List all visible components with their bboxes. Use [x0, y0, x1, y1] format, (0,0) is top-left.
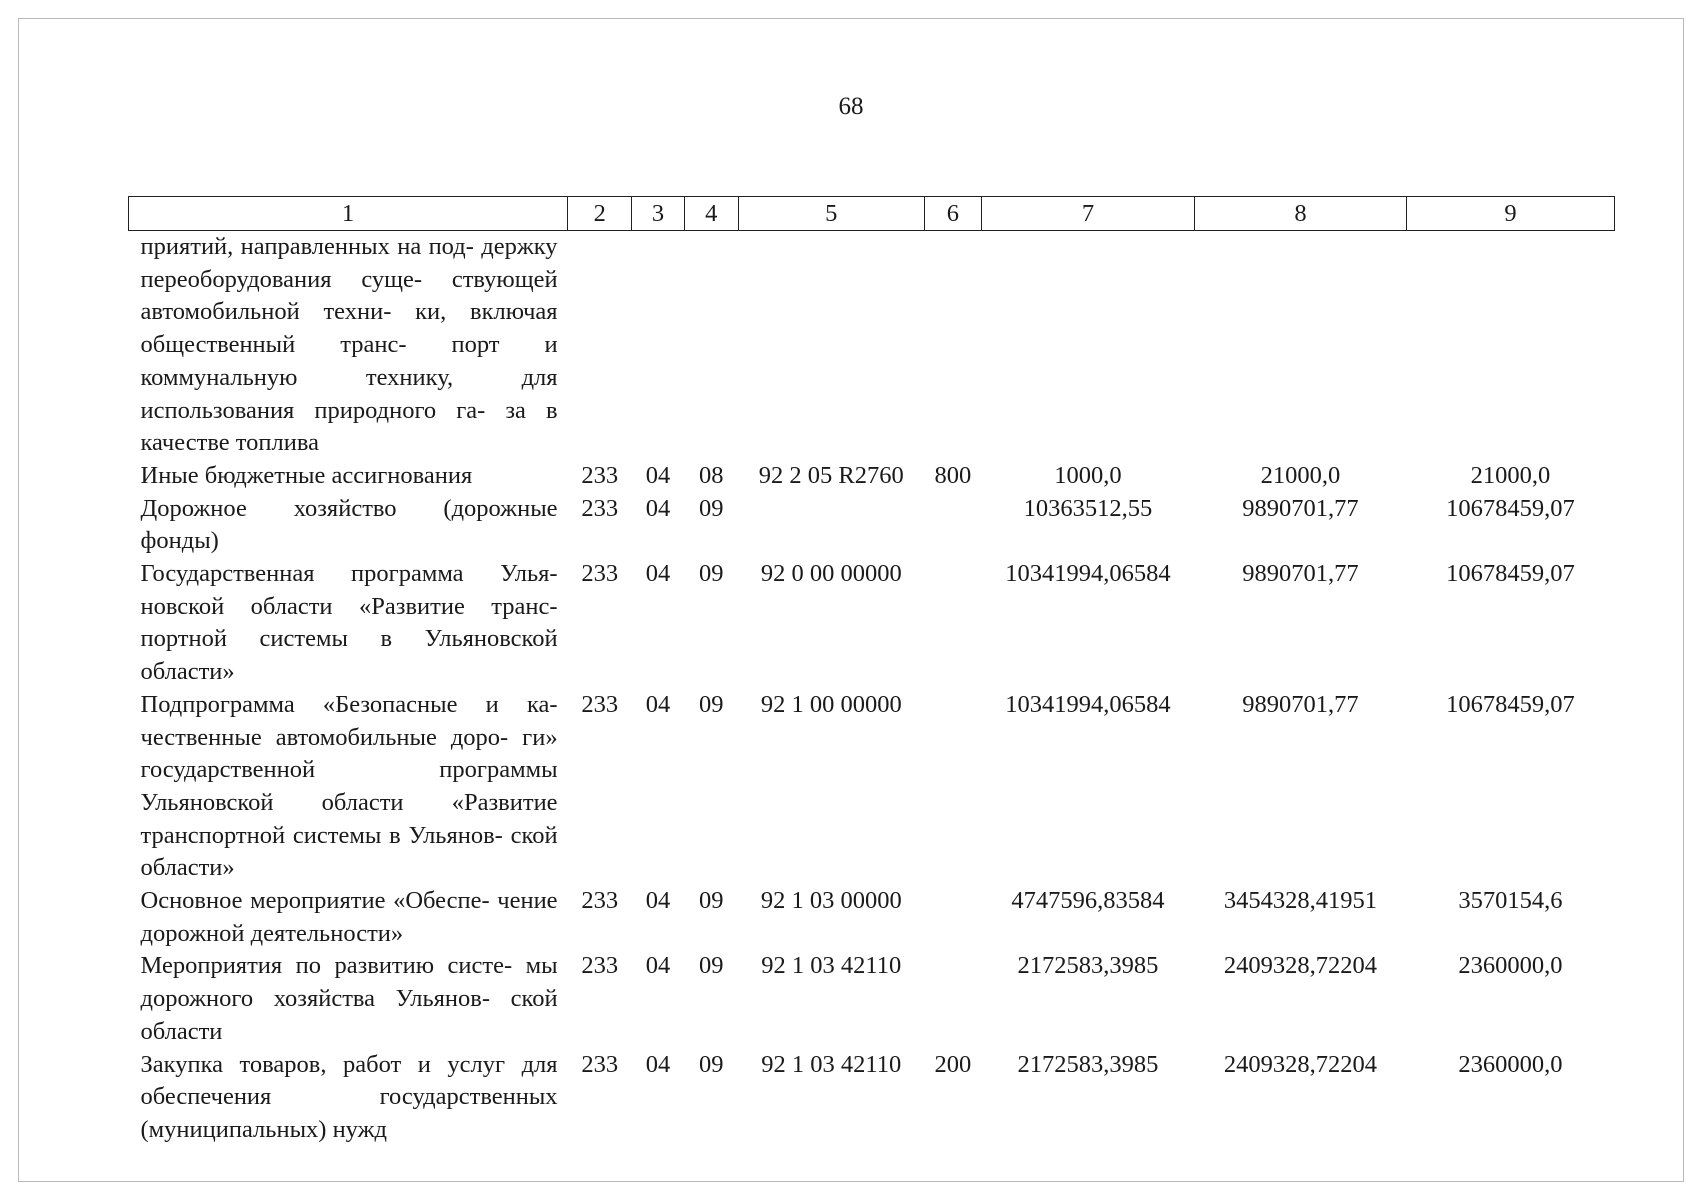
cell-col-7: 10341994,06584: [1005, 690, 1171, 718]
cell-col-2: 233: [581, 461, 619, 489]
row-name-line: Дорожное хозяйство (дорожные: [140, 494, 558, 522]
cell-col-8: 2409328,72204: [1223, 952, 1378, 980]
cell-col-8: 9890701,77: [1242, 560, 1359, 588]
cell-col-3: 04: [645, 952, 671, 980]
document-page: [18, 18, 1684, 1182]
row-name-line: порт и коммунальную технику,: [140, 331, 558, 391]
row-name-cell: [129, 950, 568, 1048]
cell-col-5: [738, 231, 924, 460]
header-col-2: 2: [568, 197, 632, 231]
cell-col-4: 09: [698, 1050, 724, 1078]
cell-col-7: 2172583,3985: [1017, 1050, 1159, 1078]
row-name-line: Закупка товаров, работ и услуг для: [140, 1050, 558, 1078]
cell-col-6: [924, 558, 981, 689]
row-name-cell: [129, 460, 568, 493]
cell-col-9: 3570154,6: [1458, 887, 1563, 915]
cell-col-3: 04: [645, 1050, 671, 1078]
cell-col-4: 09: [698, 690, 724, 718]
row-name-line: (муниципальных) нужд: [140, 1115, 387, 1143]
header-col-9: 9: [1406, 197, 1614, 231]
cell-col-5: [738, 493, 924, 558]
row-name-cell: [129, 493, 568, 558]
cell-col-9: 10678459,07: [1446, 560, 1575, 588]
row-name-line: Государственная программа Улья-: [140, 560, 558, 588]
table-row: [129, 493, 1615, 558]
cell-col-6: 800: [934, 461, 972, 489]
cell-col-9: 10678459,07: [1446, 494, 1575, 522]
cell-col-8: [1194, 231, 1406, 460]
table-header: [129, 197, 1615, 231]
row-name-line: приятий, направленных на под-: [140, 233, 474, 260]
header-col-4: 4: [684, 197, 738, 231]
cell-col-3: 04: [645, 887, 671, 915]
cell-col-3: [632, 231, 684, 460]
row-name-line: чение дорожной деятельности»: [140, 887, 558, 947]
cell-col-3: 04: [645, 690, 671, 718]
cell-col-5: 92 1 00 00000: [760, 690, 902, 718]
cell-col-6: [924, 885, 981, 950]
row-name-line: ки, включая общественный транс-: [140, 298, 558, 359]
cell-col-2: 233: [581, 560, 619, 588]
row-name-cell: [129, 231, 568, 460]
cell-col-6: [924, 689, 981, 885]
table-body: [129, 231, 1615, 1147]
cell-col-9: 2360000,0: [1458, 1050, 1563, 1078]
row-name-line: для использования природного га-: [140, 363, 558, 424]
row-name-line: ской области»: [140, 821, 558, 882]
cell-col-2: [568, 231, 632, 460]
row-name-line: Мероприятия по развитию систе-: [140, 952, 513, 980]
header-col-7: 7: [981, 197, 1194, 231]
table-row: [129, 950, 1615, 1048]
table-row: [129, 231, 1615, 460]
row-name-cell: [129, 689, 568, 885]
header-col-8: 8: [1194, 197, 1406, 231]
cell-col-5: 92 0 00 00000: [760, 560, 902, 588]
row-name-line: мы дорожного хозяйства Ульянов-: [140, 952, 558, 1013]
header-col-6: 6: [924, 197, 981, 231]
cell-col-4: 09: [698, 494, 724, 522]
cell-col-8: 9890701,77: [1242, 494, 1359, 522]
table-row: [129, 885, 1615, 950]
cell-col-7: [981, 231, 1194, 460]
row-name-cell: [129, 558, 568, 689]
cell-col-4: 08: [698, 461, 724, 489]
cell-col-9: 2360000,0: [1458, 952, 1563, 980]
budget-table-wrapper: [128, 196, 1615, 1147]
cell-col-9: 21000,0: [1470, 461, 1551, 489]
row-name-line: области»: [140, 658, 235, 686]
cell-col-5: 92 1 03 42110: [761, 1050, 902, 1078]
cell-col-4: 09: [698, 887, 724, 915]
cell-col-6: [924, 493, 981, 558]
cell-col-9: 10678459,07: [1446, 690, 1575, 718]
table-row: [129, 558, 1615, 689]
cell-col-2: 233: [581, 1050, 619, 1078]
cell-col-8: 21000,0: [1260, 461, 1341, 489]
row-name-line: ги» государственной программы: [140, 723, 558, 784]
cell-col-8: 9890701,77: [1242, 690, 1359, 718]
cell-col-3: 04: [645, 560, 671, 588]
header-row: [129, 197, 1615, 231]
table-row: [129, 1049, 1615, 1147]
page-number: 68: [838, 93, 864, 120]
cell-col-5: 92 1 03 00000: [760, 887, 902, 915]
row-name-line: ствующей автомобильной техни-: [140, 265, 558, 326]
cell-col-6: 200: [934, 1050, 972, 1078]
row-name-line: чественные автомобильные доро-: [140, 723, 509, 751]
cell-col-5: 92 1 03 42110: [761, 952, 902, 980]
cell-col-4: [684, 231, 738, 460]
header-col-5: 5: [738, 197, 924, 231]
cell-col-8: 3454328,41951: [1223, 887, 1378, 915]
budget-table: [128, 196, 1615, 1147]
cell-col-2: 233: [581, 494, 619, 522]
cell-col-7: 10341994,06584: [1005, 560, 1171, 588]
cell-col-2: 233: [581, 887, 619, 915]
row-name-line: Основное мероприятие «Обеспе-: [140, 887, 490, 915]
cell-col-4: 09: [698, 560, 724, 588]
cell-col-6: [924, 950, 981, 1048]
cell-col-6: [924, 231, 981, 460]
cell-col-8: 2409328,72204: [1223, 1050, 1378, 1078]
cell-col-3: 04: [645, 494, 671, 522]
row-name-cell: [129, 1049, 568, 1147]
header-col-3: 3: [632, 197, 684, 231]
row-name-line: Подпрограмма «Безопасные и ка-: [140, 690, 558, 718]
row-name-cell: [129, 885, 568, 950]
cell-col-7: 2172583,3985: [1017, 952, 1159, 980]
cell-col-4: 09: [698, 952, 724, 980]
cell-col-7: 1000,0: [1054, 461, 1122, 489]
header-col-1: 1: [129, 197, 568, 231]
row-name-line: обеспечения государственных: [140, 1083, 558, 1111]
row-name-line: держку переоборудования суще-: [140, 233, 558, 293]
cell-col-5: 92 2 05 R2760: [758, 461, 904, 489]
cell-col-3: 04: [645, 461, 671, 489]
table-row: [129, 689, 1615, 885]
row-name-line: ской области: [140, 985, 558, 1045]
cell-col-9: [1406, 231, 1614, 460]
cell-col-7: 4747596,83584: [1011, 887, 1165, 915]
row-name-line: фонды): [140, 527, 219, 555]
row-name-line: Иные бюджетные ассигнования: [140, 461, 473, 489]
row-name-line: Ульяновской области «Развитие: [140, 788, 558, 816]
row-name-line: за в качестве топлива: [140, 396, 558, 457]
row-name-line: транспортной системы в Ульянов-: [140, 821, 503, 849]
table-row: [129, 460, 1615, 493]
cell-col-2: 233: [581, 952, 619, 980]
row-name-line: новской области «Развитие транс-: [140, 592, 558, 620]
row-name-line: портной системы в Ульяновской: [140, 625, 558, 653]
cell-col-2: 233: [581, 690, 619, 718]
cell-col-7: 10363512,55: [1023, 494, 1153, 522]
